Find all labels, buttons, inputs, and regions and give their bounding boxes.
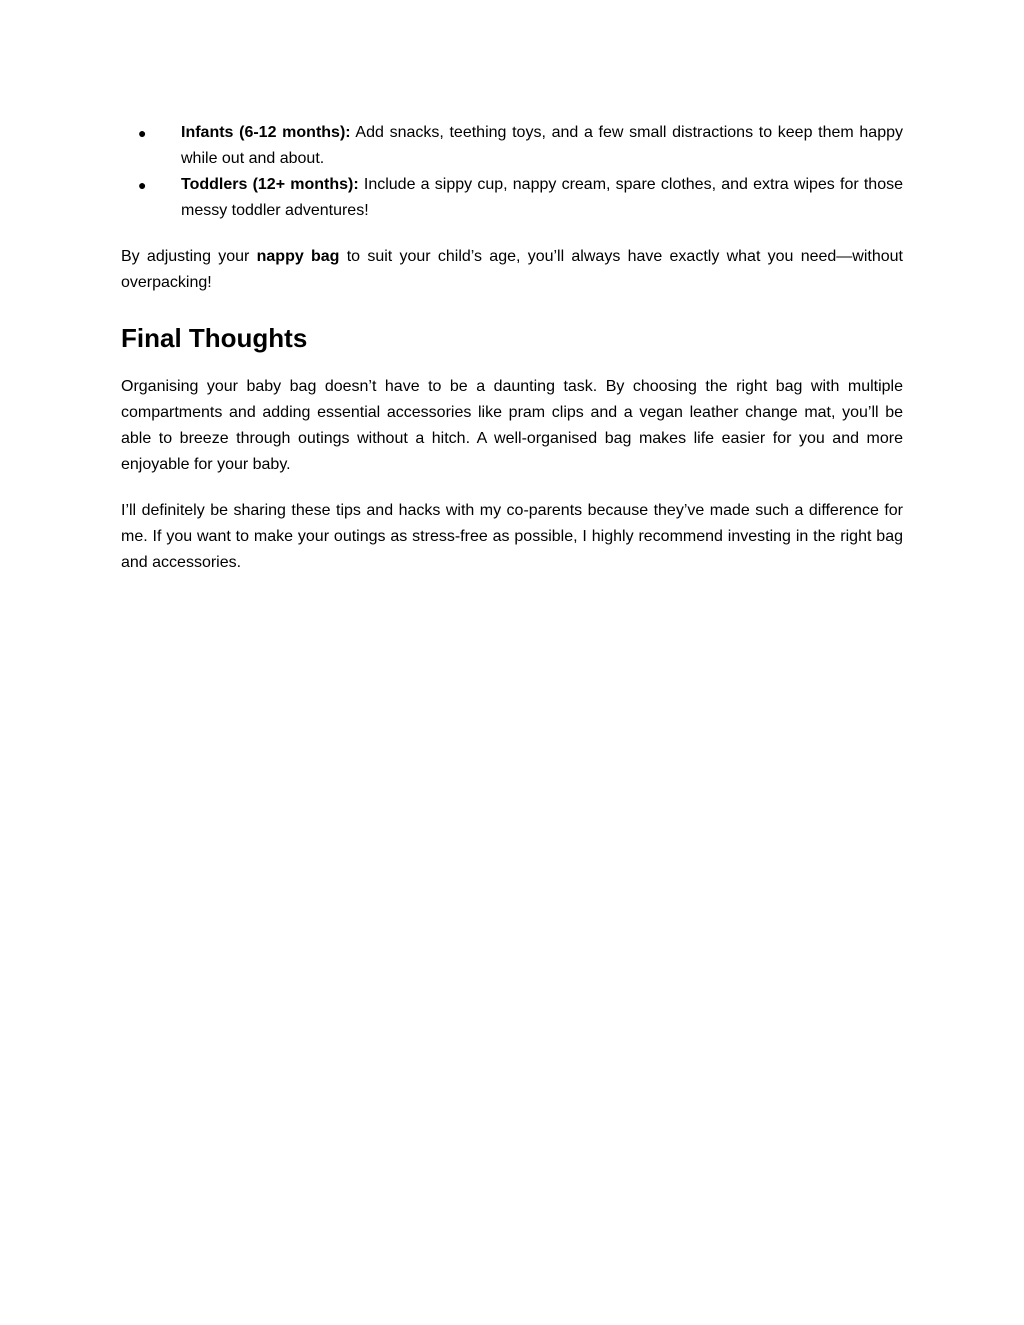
section-heading: Final Thoughts <box>121 323 308 353</box>
list-item-text: Add snacks, teething toys, and a few small distractions to keep them happy while out and about. <box>181 124 904 167</box>
final-thoughts-paragraph-2: I’ll definitely be sharing these tips and hacks with my co-parents because they’ve made such a difference for me. If you want to make your outings as stress-free as possible, I highly recommend investing in the right bag and accessories. <box>121 502 903 571</box>
document-page <box>121 120 903 576</box>
adjust-paragraph-after: to suit your child’s age, you’ll always have exactly what you need—without overpacking! <box>121 248 903 291</box>
list-item <box>121 172 903 224</box>
adjust-paragraph-before: By adjusting your <box>121 248 257 265</box>
list-item-label: Toddlers (12+ months): <box>181 176 359 193</box>
bullet-icon: ● <box>138 125 147 141</box>
adjust-paragraph-bold: nappy bag <box>256 248 340 265</box>
list-item-text: Include a sippy cup, nappy cream, spare clothes, and extra wipes for those messy toddler adventures! <box>181 176 904 219</box>
bullet-icon: ● <box>138 177 147 193</box>
list-item-label: Infants (6-12 months): <box>181 124 351 141</box>
age-bullet-list <box>121 120 903 224</box>
final-thoughts-paragraph-1: Organising your baby bag doesn’t have to be a daunting task. By choosing the right bag with multiple compartments and adding essential accessories like pram clips and a vegan leather change mat, you’ll be able to breeze through outings without a hitch. A well-organised bag makes life easier for you and more enjoyable for your baby. <box>121 378 903 473</box>
adjust-paragraph <box>121 244 903 296</box>
list-item <box>121 120 903 172</box>
